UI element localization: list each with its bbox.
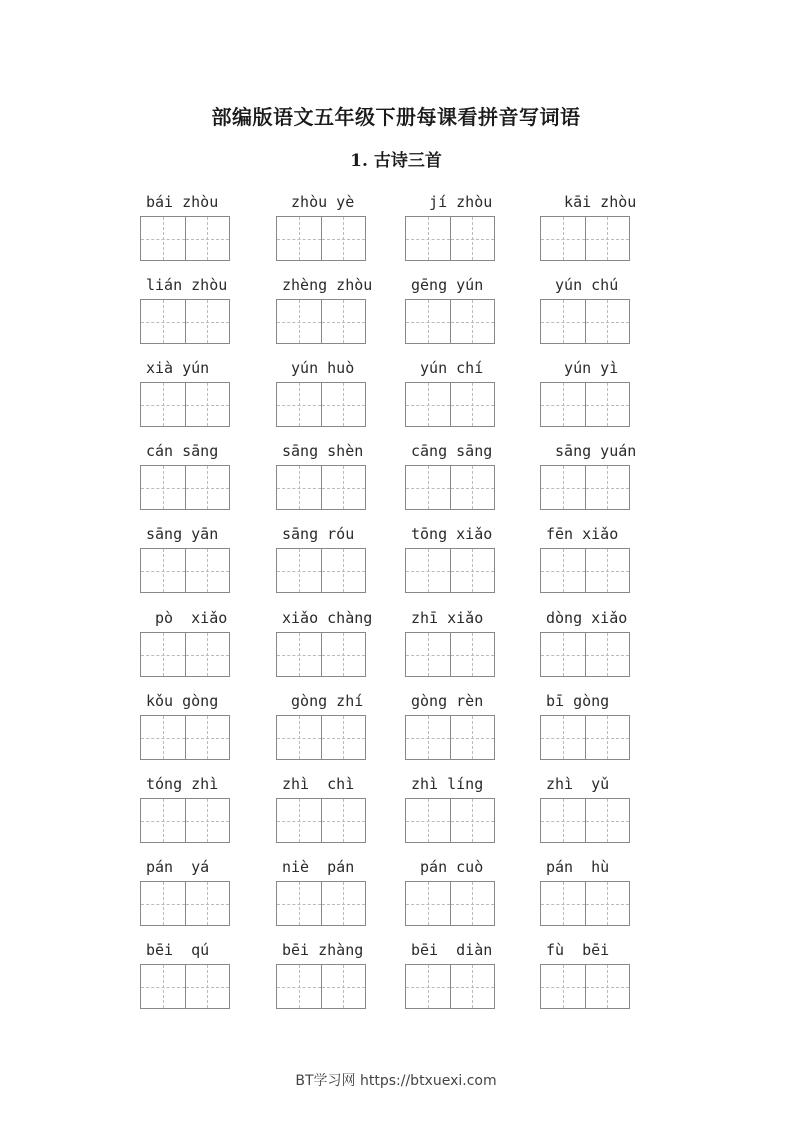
tian-zi-ge-cell[interactable]: [585, 300, 630, 343]
pinyin-label: pán hù: [546, 858, 610, 876]
pinyin-label: zhì yǔ: [546, 775, 610, 793]
tian-zi-ge-cell[interactable]: [321, 300, 366, 343]
writing-boxes[interactable]: [276, 382, 366, 427]
writing-boxes[interactable]: [276, 216, 366, 261]
tian-zi-ge-cell[interactable]: [541, 300, 585, 343]
writing-boxes[interactable]: [405, 216, 495, 261]
tian-zi-ge-cell[interactable]: [185, 799, 230, 842]
pinyin-label: cán sāng: [146, 442, 219, 460]
tian-zi-ge-cell[interactable]: [450, 965, 495, 1008]
pinyin-label: zhì chì: [282, 775, 355, 793]
tian-zi-ge-cell[interactable]: [141, 383, 185, 426]
writing-boxes[interactable]: [140, 798, 230, 843]
writing-boxes[interactable]: [405, 465, 495, 510]
tian-zi-ge-cell[interactable]: [277, 383, 321, 426]
tian-zi-ge-cell[interactable]: [141, 466, 185, 509]
writing-boxes[interactable]: [140, 465, 230, 510]
tian-zi-ge-cell[interactable]: [585, 882, 630, 925]
tian-zi-ge-cell[interactable]: [541, 466, 585, 509]
tian-zi-ge-cell[interactable]: [185, 217, 230, 260]
tian-zi-ge-cell[interactable]: [141, 882, 185, 925]
writing-boxes[interactable]: [276, 881, 366, 926]
tian-zi-ge-cell[interactable]: [585, 965, 630, 1008]
pinyin-label: bēi qú: [146, 941, 210, 959]
pinyin-label: zhī xiǎo: [411, 609, 484, 627]
writing-boxes[interactable]: [540, 299, 630, 344]
tian-zi-ge-cell[interactable]: [141, 716, 185, 759]
tian-zi-ge-cell[interactable]: [321, 882, 366, 925]
writing-boxes[interactable]: [276, 715, 366, 760]
writing-boxes[interactable]: [276, 548, 366, 593]
pinyin-label: fēn xiǎo: [546, 525, 619, 543]
pinyin-label: yún yì: [546, 359, 619, 377]
writing-boxes[interactable]: [140, 632, 230, 677]
writing-boxes[interactable]: [540, 465, 630, 510]
tian-zi-ge-cell[interactable]: [277, 716, 321, 759]
writing-boxes[interactable]: [140, 382, 230, 427]
tian-zi-ge-cell[interactable]: [541, 716, 585, 759]
writing-boxes[interactable]: [540, 216, 630, 261]
tian-zi-ge-cell[interactable]: [406, 300, 450, 343]
tian-zi-ge-cell[interactable]: [585, 383, 630, 426]
writing-boxes[interactable]: [540, 798, 630, 843]
writing-boxes[interactable]: [405, 715, 495, 760]
tian-zi-ge-cell[interactable]: [450, 217, 495, 260]
pinyin-label: zhì líng: [411, 775, 484, 793]
tian-zi-ge-cell[interactable]: [277, 965, 321, 1008]
pinyin-label: gòng zhí: [282, 692, 364, 710]
tian-zi-ge-cell[interactable]: [450, 882, 495, 925]
tian-zi-ge-cell[interactable]: [450, 300, 495, 343]
tian-zi-ge-cell[interactable]: [585, 633, 630, 676]
pinyin-label: lián zhòu: [146, 276, 228, 294]
writing-boxes[interactable]: [140, 299, 230, 344]
pinyin-label: pán yá: [146, 858, 210, 876]
tian-zi-ge-cell[interactable]: [321, 466, 366, 509]
tian-zi-ge-cell[interactable]: [541, 549, 585, 592]
writing-boxes[interactable]: [540, 964, 630, 1009]
tian-zi-ge-cell[interactable]: [185, 633, 230, 676]
tian-zi-ge-cell[interactable]: [450, 549, 495, 592]
tian-zi-ge-cell[interactable]: [185, 965, 230, 1008]
writing-boxes[interactable]: [405, 632, 495, 677]
pinyin-label: sāng róu: [282, 525, 355, 543]
pinyin-label: pò xiǎo: [146, 609, 228, 627]
writing-boxes[interactable]: [140, 216, 230, 261]
writing-boxes[interactable]: [405, 548, 495, 593]
pinyin-label: bēi zhàng: [282, 941, 364, 959]
tian-zi-ge-cell[interactable]: [406, 383, 450, 426]
tian-zi-ge-cell[interactable]: [277, 549, 321, 592]
tian-zi-ge-cell[interactable]: [185, 549, 230, 592]
pinyin-label: sāng shèn: [282, 442, 364, 460]
writing-boxes[interactable]: [405, 798, 495, 843]
writing-boxes[interactable]: [140, 881, 230, 926]
writing-boxes[interactable]: [276, 632, 366, 677]
tian-zi-ge-cell[interactable]: [406, 466, 450, 509]
writing-boxes[interactable]: [140, 548, 230, 593]
pinyin-label: zhèng zhòu: [282, 276, 373, 294]
tian-zi-ge-cell[interactable]: [277, 300, 321, 343]
tian-zi-ge-cell[interactable]: [141, 549, 185, 592]
tian-zi-ge-cell[interactable]: [541, 882, 585, 925]
pinyin-label: cāng sāng: [411, 442, 493, 460]
tian-zi-ge-cell[interactable]: [585, 716, 630, 759]
tian-zi-ge-cell[interactable]: [185, 383, 230, 426]
tian-zi-ge-cell[interactable]: [185, 300, 230, 343]
tian-zi-ge-cell[interactable]: [141, 965, 185, 1008]
footer-watermark: BT学习网 https://btxuexi.com: [295, 1073, 497, 1089]
pinyin-label: yún chú: [546, 276, 619, 294]
tian-zi-ge-cell[interactable]: [585, 466, 630, 509]
pinyin-label: sāng yuán: [546, 442, 637, 460]
pinyin-label: dòng xiǎo: [546, 609, 628, 627]
pinyin-label: kǒu gòng: [146, 692, 219, 710]
tian-zi-ge-cell[interactable]: [450, 633, 495, 676]
tian-zi-ge-cell[interactable]: [141, 300, 185, 343]
page-title: 部编版语文五年级下册每课看拼音写词语: [211, 105, 581, 129]
writing-boxes[interactable]: [540, 382, 630, 427]
pinyin-label: pán cuò: [411, 858, 484, 876]
tian-zi-ge-cell[interactable]: [406, 217, 450, 260]
tian-zi-ge-cell[interactable]: [321, 217, 366, 260]
tian-zi-ge-cell[interactable]: [406, 965, 450, 1008]
pinyin-label: gòng rèn: [411, 692, 484, 710]
lesson-title: 1. 古诗三首: [350, 151, 442, 171]
tian-zi-ge-cell[interactable]: [277, 217, 321, 260]
pinyin-label: xià yún: [146, 359, 210, 377]
writing-boxes[interactable]: [405, 382, 495, 427]
tian-zi-ge-cell[interactable]: [406, 882, 450, 925]
tian-zi-ge-cell[interactable]: [585, 217, 630, 260]
pinyin-label: yún chí: [411, 359, 484, 377]
tian-zi-ge-cell[interactable]: [541, 383, 585, 426]
pinyin-label: bái zhòu: [146, 193, 219, 211]
pinyin-label: jí zhòu: [411, 193, 493, 211]
tian-zi-ge-cell[interactable]: [321, 799, 366, 842]
pinyin-label: fù bēi: [546, 941, 610, 959]
tian-zi-ge-cell[interactable]: [541, 217, 585, 260]
pinyin-label: zhòu yè: [282, 193, 355, 211]
writing-boxes[interactable]: [540, 881, 630, 926]
tian-zi-ge-cell[interactable]: [450, 799, 495, 842]
writing-boxes[interactable]: [276, 465, 366, 510]
tian-zi-ge-cell[interactable]: [541, 633, 585, 676]
writing-boxes[interactable]: [140, 964, 230, 1009]
pinyin-label: bī gòng: [546, 692, 610, 710]
tian-zi-ge-cell[interactable]: [277, 799, 321, 842]
writing-boxes[interactable]: [405, 299, 495, 344]
tian-zi-ge-cell[interactable]: [541, 965, 585, 1008]
tian-zi-ge-cell[interactable]: [185, 882, 230, 925]
tian-zi-ge-cell[interactable]: [406, 633, 450, 676]
tian-zi-ge-cell[interactable]: [585, 549, 630, 592]
tian-zi-ge-cell[interactable]: [321, 965, 366, 1008]
tian-zi-ge-cell[interactable]: [185, 716, 230, 759]
tian-zi-ge-cell[interactable]: [450, 716, 495, 759]
writing-boxes[interactable]: [140, 715, 230, 760]
pinyin-label: sāng yān: [146, 525, 219, 543]
writing-boxes[interactable]: [405, 964, 495, 1009]
pinyin-label: niè pán: [282, 858, 355, 876]
pinyin-label: xiǎo chàng: [282, 609, 373, 627]
tian-zi-ge-cell[interactable]: [277, 633, 321, 676]
tian-zi-ge-cell[interactable]: [406, 716, 450, 759]
tian-zi-ge-cell[interactable]: [141, 217, 185, 260]
pinyin-label: kāi zhòu: [546, 193, 637, 211]
pinyin-label: yún huò: [282, 359, 355, 377]
tian-zi-ge-cell[interactable]: [406, 549, 450, 592]
tian-zi-ge-cell[interactable]: [321, 716, 366, 759]
writing-boxes[interactable]: [540, 548, 630, 593]
writing-boxes[interactable]: [276, 798, 366, 843]
writing-boxes[interactable]: [405, 881, 495, 926]
tian-zi-ge-cell[interactable]: [141, 799, 185, 842]
tian-zi-ge-cell[interactable]: [321, 549, 366, 592]
tian-zi-ge-cell[interactable]: [406, 799, 450, 842]
pinyin-label: tōng xiǎo: [411, 525, 493, 543]
writing-boxes[interactable]: [276, 964, 366, 1009]
tian-zi-ge-cell[interactable]: [450, 383, 495, 426]
pinyin-label: gēng yún: [411, 276, 484, 294]
tian-zi-ge-cell[interactable]: [277, 466, 321, 509]
tian-zi-ge-cell[interactable]: [450, 466, 495, 509]
tian-zi-ge-cell[interactable]: [585, 799, 630, 842]
tian-zi-ge-cell[interactable]: [141, 633, 185, 676]
tian-zi-ge-cell[interactable]: [277, 882, 321, 925]
writing-boxes[interactable]: [540, 715, 630, 760]
tian-zi-ge-cell[interactable]: [541, 799, 585, 842]
tian-zi-ge-cell[interactable]: [185, 466, 230, 509]
pinyin-label: bēi diàn: [411, 941, 493, 959]
pinyin-label: tóng zhì: [146, 775, 219, 793]
writing-boxes[interactable]: [540, 632, 630, 677]
writing-boxes[interactable]: [276, 299, 366, 344]
tian-zi-ge-cell[interactable]: [321, 383, 366, 426]
tian-zi-ge-cell[interactable]: [321, 633, 366, 676]
